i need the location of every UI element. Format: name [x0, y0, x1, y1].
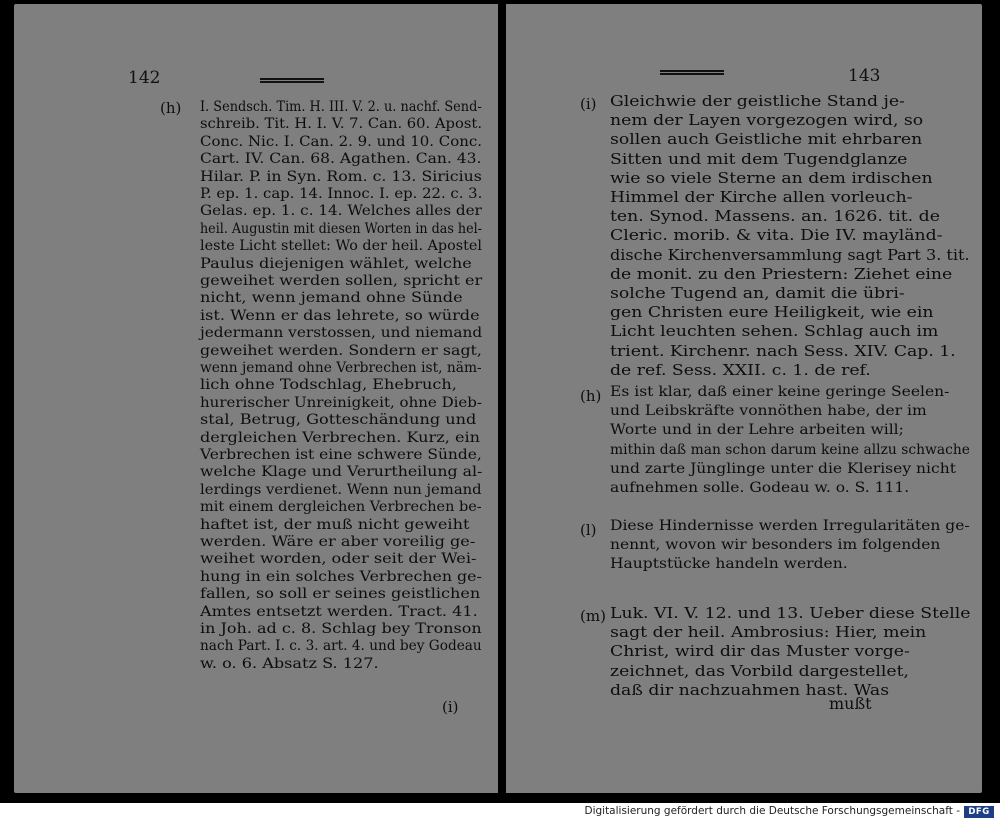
dfg-logo: DFG — [964, 806, 994, 818]
text-line: ist. Wenn er das lehrete, so würde — [200, 307, 480, 324]
text-line: schreib. Tit. H. I. V. 7. Can. 60. Apost. — [200, 116, 483, 133]
text-line: hung in ein solches Verbrechen ge- — [200, 568, 482, 585]
text-line: lerdings verdienet. Wenn nun jemand — [200, 481, 482, 498]
text-line: fallen, so soll er seines geistlichen — [200, 586, 481, 603]
text-line: trient. Kirchenr. nach Sess. XIV. Cap. 1. — [610, 341, 956, 360]
footnote-mark: (i) — [580, 95, 597, 113]
text-line: de ref. Sess. XXII. c. 1. de ref. — [610, 360, 871, 379]
text-line: Verbrechen ist eine schwere Sünde, — [200, 447, 482, 463]
text-line: dische Kirchenversammlung sagt Part 3. tit. — [610, 245, 970, 264]
left-page — [14, 4, 498, 793]
footnote-mark: (m) — [580, 607, 606, 625]
text-line: mithin daß man schon darum keine allzu schwache — [610, 441, 971, 458]
text-line: Paulus diejenigen wählet, welche — [200, 255, 472, 272]
text-line: w. o. 6. Absatz S. 127. — [200, 655, 379, 672]
text-line: daß dir nachzuahmen hast. Was — [610, 680, 890, 699]
catchword: (i) — [442, 698, 459, 716]
footnote-mark: (h) — [160, 99, 182, 117]
footnote-mark: (h) — [580, 387, 602, 405]
page-number: 143 — [848, 66, 881, 86]
right-page — [506, 4, 982, 793]
text-line: Gelas. ep. 1. c. 14. Welches alles der — [200, 203, 482, 220]
text-line: Cart. IV. Can. 68. Agathen. Can. 43. — [200, 151, 482, 168]
text-line: sollen auch Geistliche mit ehrbaren — [610, 130, 923, 149]
text-line: in Joh. ad c. 8. Schlag bey Tronson — [200, 621, 482, 637]
text-line: gen Christen eure Heiligkeit, wie ein — [610, 303, 934, 322]
text-line: welche Klage und Verurtheilung al- — [200, 464, 483, 481]
text-line: nicht, wenn jemand ohne Sünde — [200, 290, 463, 307]
text-line: ten. Synod. Massens. an. 1626. tit. de — [610, 207, 940, 226]
text-line: I. Sendsch. Tim. H. III. V. 2. u. nachf. Send- — [200, 99, 482, 115]
text-line: nem der Layen vorgezogen wird, so — [610, 111, 924, 130]
text-line: dergleichen Verbrechen. Kurz, ein — [200, 429, 480, 446]
text-line: Himmel der Kirche allen vorleuch- — [610, 188, 913, 206]
text-line: hurerischer Unreinigkeit, ohne Dieb- — [200, 394, 482, 411]
text-line: nennt, wovon wir besonders im folgenden — [610, 537, 941, 554]
text-line: wenn jemand ohne Verbrechen ist, näm- — [200, 360, 482, 376]
text-line: wie so viele Sterne an dem irdischen — [610, 168, 933, 187]
text-line: Luk. VI. V. 12. und 13. Ueber diese Stelle — [610, 604, 971, 622]
text-line: lich ohne Todschlag, Ehebruch, — [200, 377, 457, 394]
text-line: zeichnet, das Vorbild dargestellet, — [610, 661, 910, 680]
text-line: Amtes entsetzt werden. Tract. 41. — [200, 603, 478, 620]
text-line: solche Tugend an, damit die übri- — [610, 284, 905, 302]
book-gutter — [498, 0, 506, 803]
text-line: stal, Betrug, Gotteschändung und — [200, 412, 477, 429]
text-line: Conc. Nic. I. Can. 2. 9. und 10. Conc. — [200, 133, 482, 150]
text-line: Gleichwie der geistliche Stand je- — [610, 92, 905, 110]
page-number: 142 — [128, 68, 161, 88]
text-line: Hilar. P. in Syn. Rom. c. 13. Siricius — [200, 168, 482, 185]
text-line: jedermann verstossen, und niemand — [200, 325, 483, 342]
text-line: leste Licht stellet: Wo der heil. Apostel — [200, 238, 482, 255]
text-line: weihet worden, oder seit der Wei- — [200, 551, 477, 568]
text-line: Diese Hindernisse werden Irregularitäten ge- — [610, 518, 970, 534]
text-line: geweihet werden. Sondern er sagt, — [200, 342, 482, 359]
text-line: Christ, wird dir das Muster vorge- — [610, 642, 910, 661]
header-rule — [260, 78, 324, 83]
text-line: Cleric. morib. & vita. Die IV. mayländ- — [610, 226, 943, 245]
text-line: und Leibskräfte vonnöthen habe, der im — [610, 403, 927, 420]
text-line: werden. Wäre er aber voreilig ge- — [200, 534, 476, 550]
footer-bar — [0, 803, 1000, 821]
text-line: mit einem dergleichen Verbrechen be- — [200, 499, 482, 516]
footer-credit: Digitalisierung gefördert durch die Deutsche Forschungsgemeinschaft - — [584, 805, 960, 817]
header-rule — [660, 70, 724, 75]
text-line: Worte und in der Lehre arbeiten will; — [610, 422, 904, 439]
text-line: nach Part. I. c. 3. art. 4. und bey Godeau — [200, 638, 482, 655]
text-line: und zarte Jünglinge unter die Klerisey nicht — [610, 460, 956, 477]
text-line: Sitten und mit dem Tugendglanze — [610, 149, 908, 168]
text-line: P. ep. 1. cap. 14. Innoc. I. ep. 22. c. 3. — [200, 186, 483, 202]
text-line: aufnehmen solle. Godeau w. o. S. 111. — [610, 480, 910, 496]
text-line: haftet ist, der muß nicht geweiht — [200, 516, 470, 533]
text-line: sagt der heil. Ambrosius: Hier, mein — [610, 623, 927, 642]
catchword: mußt — [829, 694, 872, 713]
footnote-mark: (l) — [580, 521, 597, 539]
text-line: Licht leuchten sehen. Schlag auch im — [610, 322, 939, 341]
text-line: de monit. zu den Priestern: Ziehet eine — [610, 264, 953, 283]
text-line: geweihet werden sollen, spricht er — [200, 273, 483, 289]
text-line: Es ist klar, daß einer keine geringe Seelen- — [610, 384, 950, 400]
text-line: Hauptstücke handeln werden. — [610, 556, 848, 573]
text-line: heil. Augustin mit diesen Worten in das hel- — [200, 220, 482, 237]
